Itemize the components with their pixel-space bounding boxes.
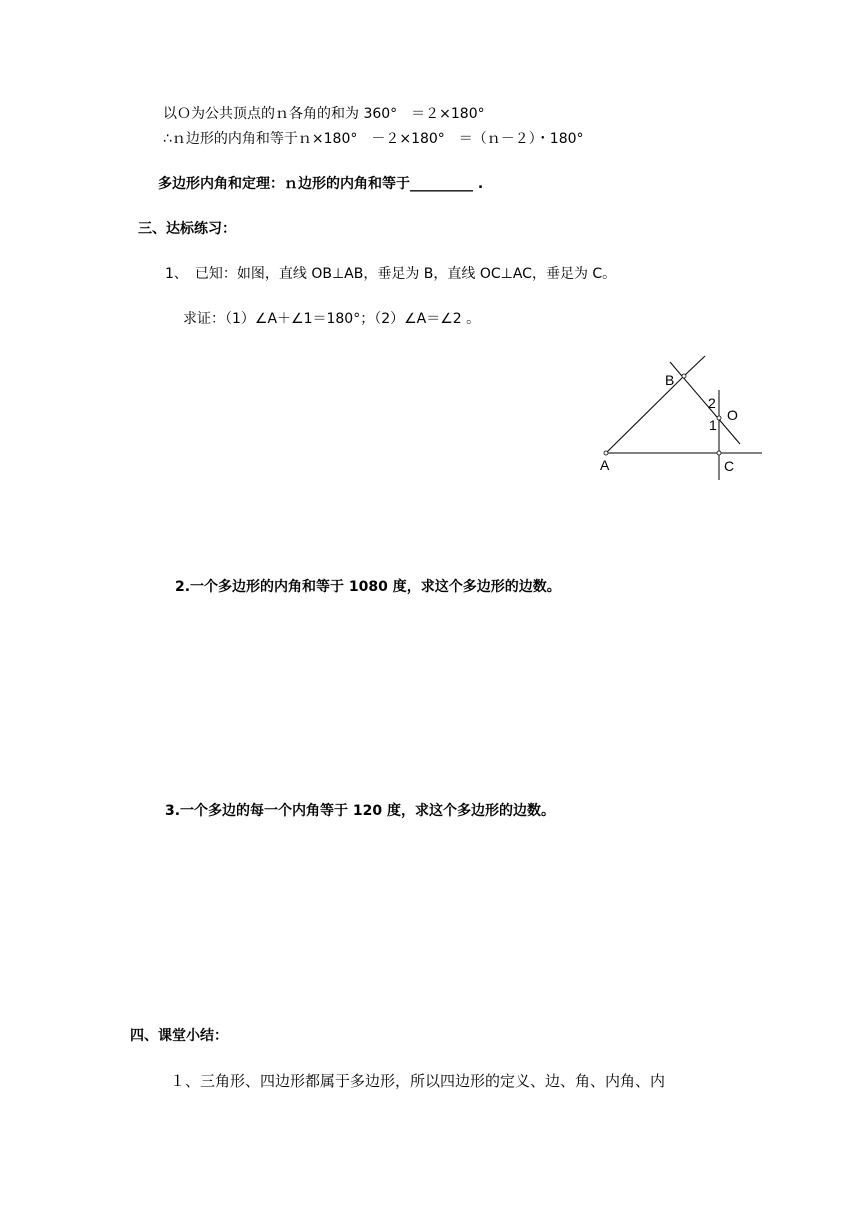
text-line-1: 以Ｏ为公共顶点的ｎ各角的和为 360° ＝２×180° bbox=[163, 106, 485, 122]
point-A bbox=[604, 451, 608, 455]
theorem-statement: 多边形内角和定理：ｎ边形的内角和等于_________ . bbox=[158, 176, 484, 192]
point-B bbox=[682, 374, 686, 378]
label-angle-1: 1 bbox=[709, 417, 717, 433]
section-3-heading: 三、达标练习： bbox=[138, 221, 236, 237]
line-OB bbox=[670, 362, 740, 444]
point-C bbox=[717, 451, 721, 455]
question-1-prove: 求证：（1）∠A＋∠1＝180°；（2）∠A＝∠2 。 bbox=[183, 311, 481, 327]
question-2: 2.一个多边形的内角和等于 1080 度，求这个多边形的边数。 bbox=[175, 579, 561, 595]
question-1-statement: 1、 已知：如图，直线 OB⊥AB，垂足为 B，直线 OC⊥AC，垂足为 C。 bbox=[165, 266, 617, 282]
summary-line-1: １、三角形、四边形都属于多边形，所以四边形的定义、边、角、内角、内 bbox=[170, 1072, 666, 1090]
text-line-2: ∴ｎ边形的内角和等于ｎ×180° －２×180° ＝（ｎ－２）・180° bbox=[163, 131, 584, 147]
line-AB-extension bbox=[684, 356, 705, 376]
point-O bbox=[717, 416, 721, 420]
label-angle-2: 2 bbox=[708, 395, 716, 411]
geometry-figure bbox=[590, 350, 780, 490]
label-A: A bbox=[600, 457, 610, 473]
section-4-heading: 四、课堂小结： bbox=[130, 1028, 228, 1044]
question-3: 3.一个多边的每一个内角等于 120 度，求这个多边形的边数。 bbox=[165, 803, 556, 819]
label-C: C bbox=[724, 458, 735, 474]
label-B: B bbox=[665, 372, 675, 388]
label-O: O bbox=[727, 407, 738, 423]
